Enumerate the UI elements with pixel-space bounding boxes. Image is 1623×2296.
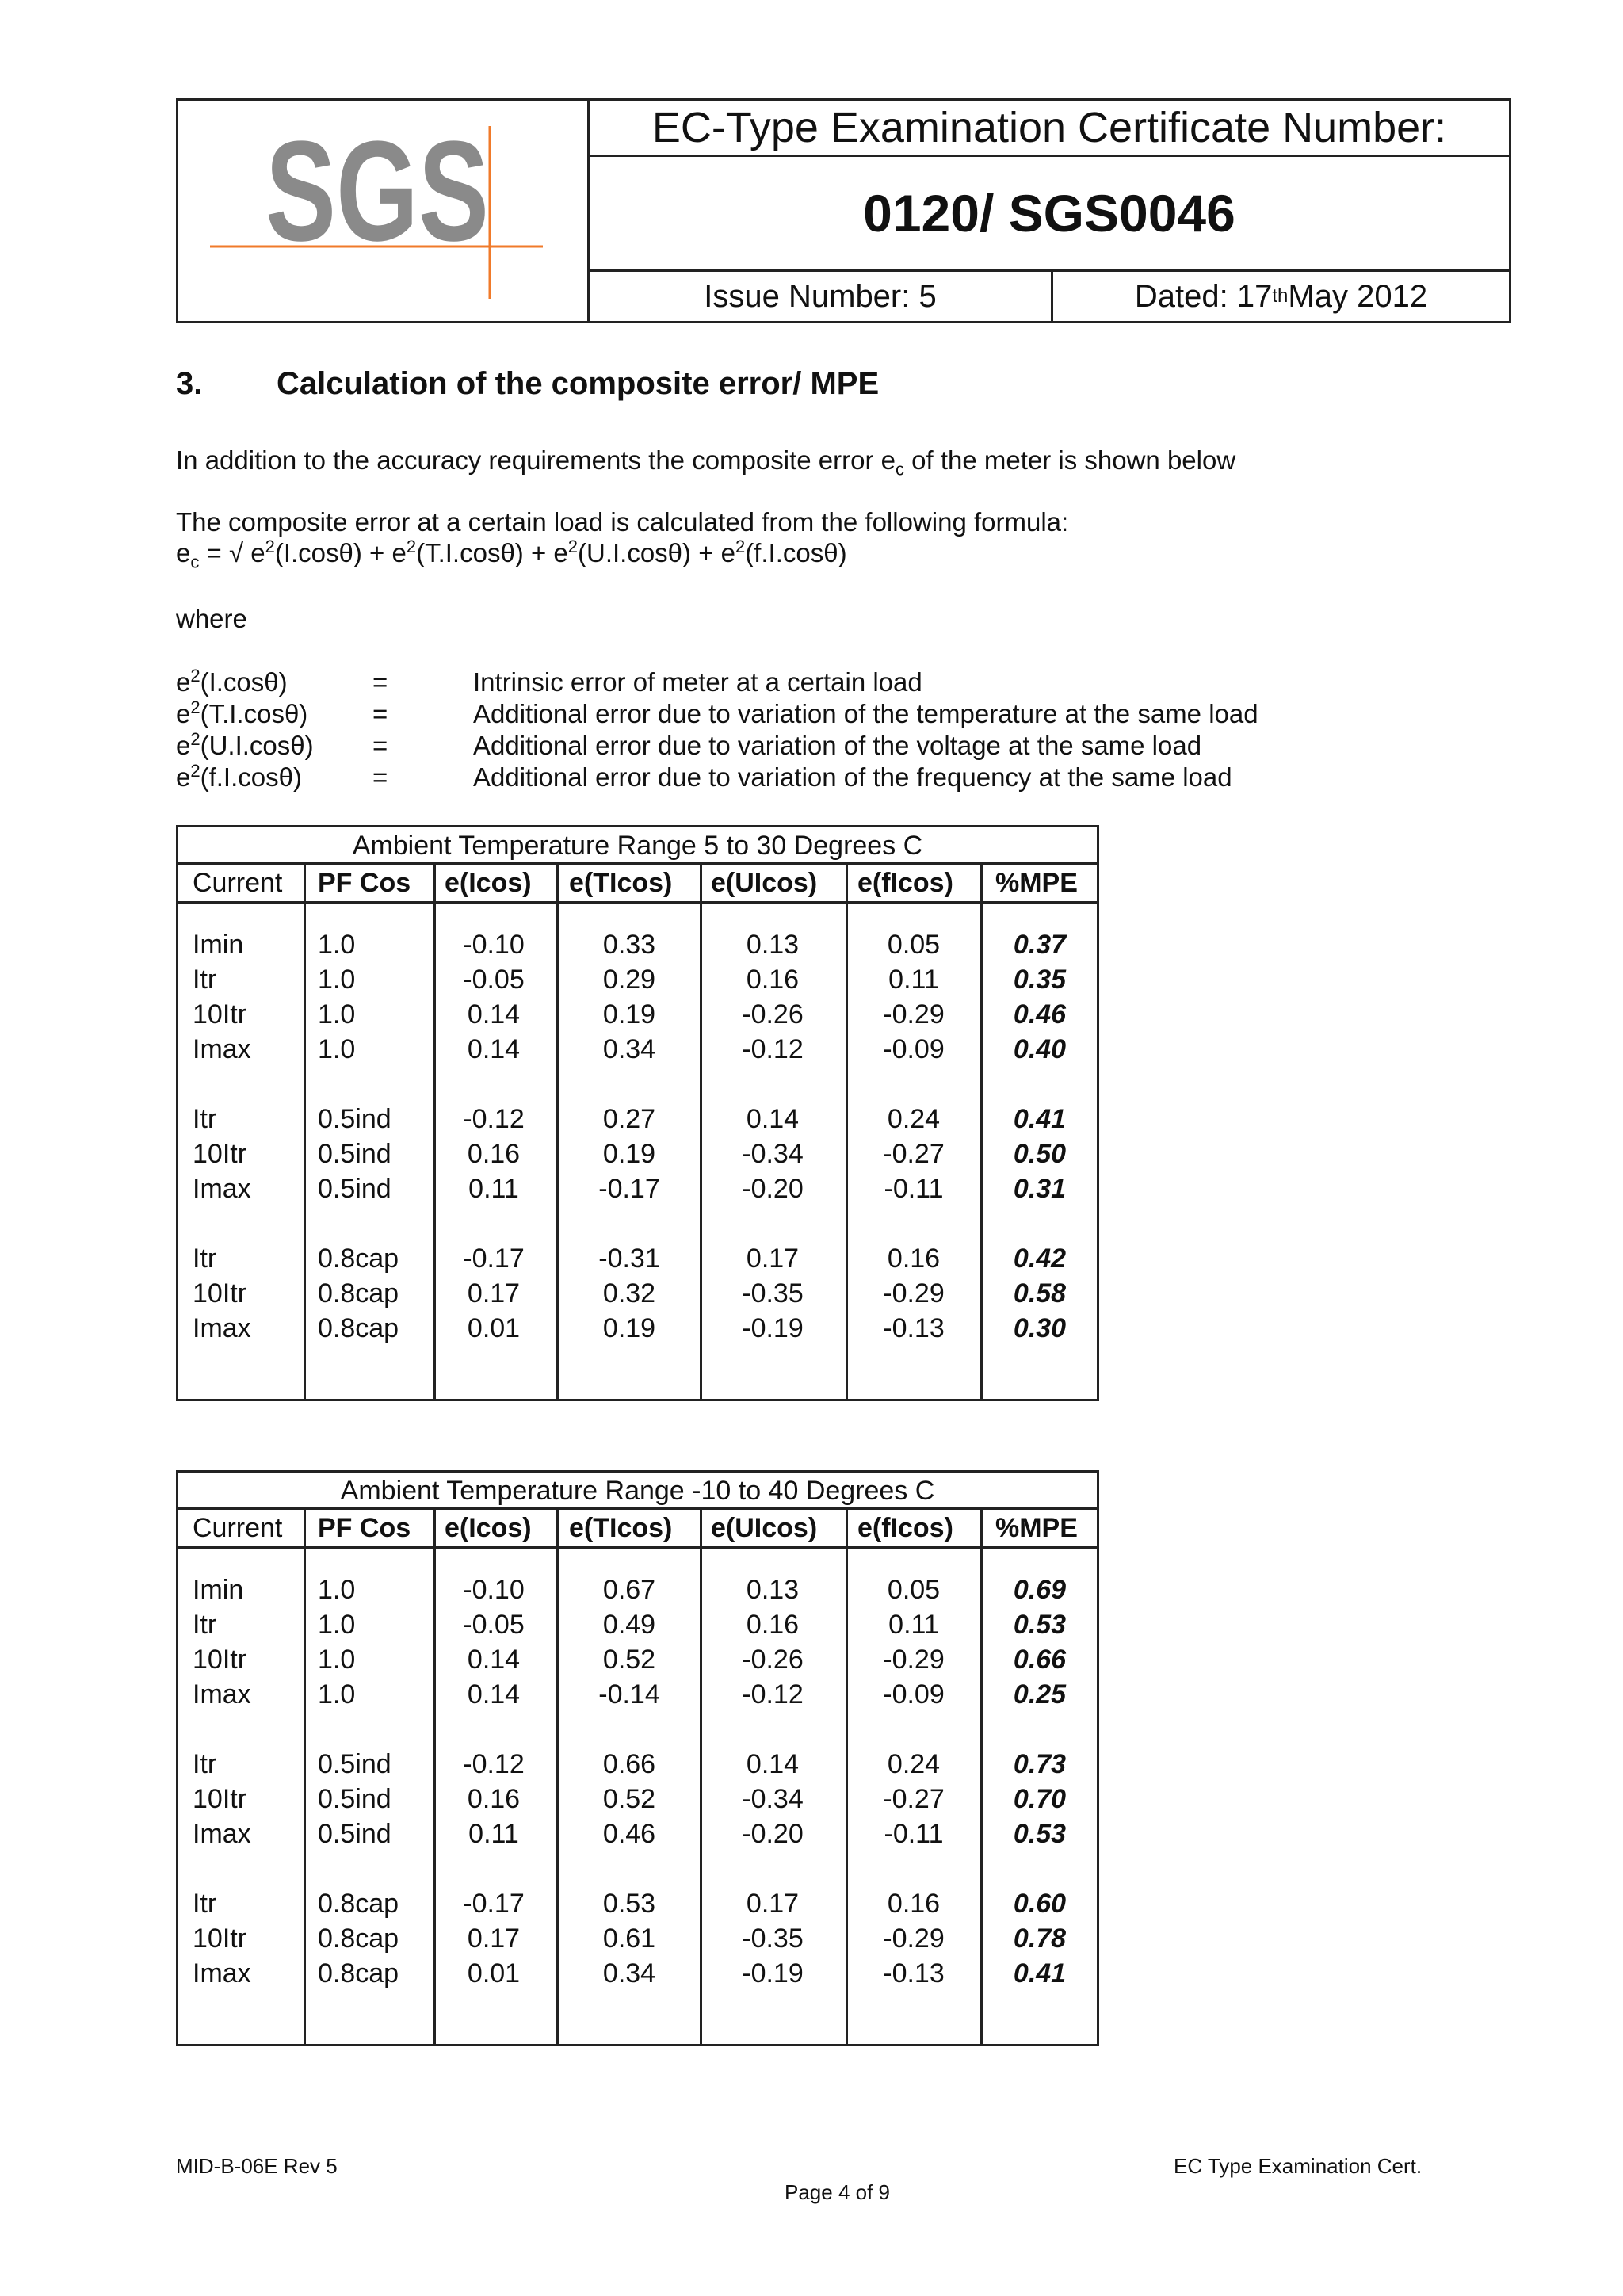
certificate-title: EC-Type Examination Certificate Number: <box>590 101 1509 157</box>
table-header-row <box>178 865 1097 904</box>
table-cell: -0.09 <box>883 1034 945 1064</box>
table-cell: 0.34 <box>602 1958 656 1988</box>
table-cell: 1.0 <box>318 1610 356 1640</box>
table-cell: -0.34 <box>742 1139 804 1169</box>
table-cell: Imax <box>193 1679 251 1710</box>
issue-number: Issue Number: 5 <box>590 272 1053 321</box>
table-cell: Itr <box>193 1104 217 1134</box>
issue-date: Dated: 17 th May 2012 <box>1134 278 1428 314</box>
table-cell: 0.52 <box>602 1784 656 1814</box>
table-cell: -0.12 <box>742 1034 804 1064</box>
table-cell: 0.53 <box>602 1889 656 1919</box>
table-cell: -0.27 <box>883 1139 945 1169</box>
table-title: Ambient Temperature Range -10 to 40 Degrees C <box>178 1473 1097 1510</box>
table-cell: 0.32 <box>602 1278 656 1308</box>
column-divider <box>304 865 306 1399</box>
table-cell: 1.0 <box>318 930 356 960</box>
table-cell: -0.29 <box>883 1645 945 1675</box>
column-header: e(Icos) <box>445 868 532 898</box>
column-divider <box>304 1510 306 2044</box>
column-header: %MPE <box>995 1513 1078 1543</box>
table-cell: 0.19 <box>602 1313 656 1343</box>
table-cell: 0.05 <box>887 930 941 960</box>
column-header: Current <box>193 868 283 898</box>
table-cell: 0.5ind <box>318 1174 391 1204</box>
table-cell: 0.01 <box>467 1313 521 1343</box>
table-cell: Itr <box>193 1889 217 1919</box>
table-cell: 0.24 <box>887 1749 941 1779</box>
table-cell: 0.16 <box>746 1610 800 1640</box>
table-cell: -0.05 <box>463 965 525 995</box>
table-cell: 0.13 <box>746 930 800 960</box>
table-cell: 0.13 <box>746 1575 800 1605</box>
table-cell: -0.27 <box>883 1784 945 1814</box>
column-divider <box>556 1510 559 2044</box>
table-cell: 0.8cap <box>318 1958 399 1988</box>
table-cell: 0.11 <box>888 965 939 995</box>
table-cell: 0.19 <box>602 1139 656 1169</box>
table-header-row <box>178 1510 1097 1549</box>
table-cell: Imin <box>193 1575 244 1605</box>
table-cell: -0.31 <box>598 1244 660 1274</box>
table-cell: 1.0 <box>318 1645 356 1675</box>
table-cell: 0.73 <box>1013 1749 1067 1779</box>
table-cell: Imax <box>193 1313 251 1343</box>
table-cell: -0.29 <box>883 1924 945 1954</box>
footer-cert-type: EC Type Examination Cert. <box>1174 2154 1423 2178</box>
table-cell: 0.49 <box>602 1610 656 1640</box>
table-cell: -0.26 <box>742 1645 804 1675</box>
table-cell: Itr <box>193 965 217 995</box>
table-cell: 0.37 <box>1013 930 1067 960</box>
table-cell: 0.27 <box>602 1104 656 1134</box>
definition-equals: = <box>372 699 388 728</box>
table-cell: 0.46 <box>602 1819 656 1849</box>
table-cell: 0.5ind <box>318 1784 391 1814</box>
column-header: e(TIcos) <box>569 1513 673 1543</box>
table-cell: -0.35 <box>742 1924 804 1954</box>
table-cell: 0.5ind <box>318 1819 391 1849</box>
definition-text: Intrinsic error of meter at a certain load <box>473 667 922 697</box>
table-cell: -0.19 <box>742 1958 804 1988</box>
mpe-table <box>176 825 1099 1401</box>
definition-equals: = <box>372 762 388 792</box>
column-divider <box>433 865 436 1399</box>
where-label: where <box>176 604 247 633</box>
table-cell: 0.01 <box>467 1958 521 1988</box>
table-cell: 0.66 <box>1013 1645 1067 1675</box>
table-cell: Imin <box>193 930 244 960</box>
svg-text:SGS: SGS <box>265 112 489 271</box>
table-cell: 0.8cap <box>318 1278 399 1308</box>
table-cell: -0.17 <box>463 1889 525 1919</box>
table-cell: 0.8cap <box>318 1889 399 1919</box>
table-cell: 1.0 <box>318 1679 356 1710</box>
definition-text: Additional error due to variation of the frequency at the same load <box>473 762 1232 792</box>
composite-error-formula: $e_c$ = √ $e^2(I.\cos\theta) + e^2(T.I.\cos\theta) + e^2(U.I.\cos\theta) + e^2(f.I.\cos\theta)$ <box>176 537 847 572</box>
table-cell: 0.14 <box>746 1749 800 1779</box>
table-cell: 0.30 <box>1013 1313 1067 1343</box>
table-cell: 10Itr <box>193 1139 247 1169</box>
table-title: Ambient Temperature Range 5 to 30 Degrees C <box>178 827 1097 865</box>
table-cell: 0.8cap <box>318 1244 399 1274</box>
table-cell: 0.19 <box>602 999 656 1030</box>
table-cell: 0.25 <box>1013 1679 1067 1710</box>
table-cell: 0.70 <box>1013 1784 1067 1814</box>
table-cell: 1.0 <box>318 1034 356 1064</box>
table-cell: 0.31 <box>1013 1174 1067 1204</box>
definition-equals: = <box>372 731 388 760</box>
column-divider <box>980 865 983 1399</box>
column-header: PF Cos <box>318 868 411 898</box>
table-cell: -0.29 <box>883 999 945 1030</box>
column-divider <box>433 1510 436 2044</box>
column-divider <box>700 1510 702 2044</box>
table-cell: 0.14 <box>467 1034 521 1064</box>
definition-equals: = <box>372 667 388 697</box>
definition-term: $e^2(I.\cos\theta)$ <box>176 666 288 697</box>
table-cell: 0.11 <box>888 1610 939 1640</box>
definition-term: $e^2(f.I.\cos\theta)$ <box>176 761 302 792</box>
intro-paragraph: In addition to the accuracy requirements the composite error $e_c$ of the meter is shown below <box>176 445 1236 479</box>
table-cell: 0.33 <box>602 930 656 960</box>
table-cell: 0.60 <box>1013 1889 1067 1919</box>
table-cell: 0.16 <box>887 1889 941 1919</box>
table-cell: -0.11 <box>884 1819 944 1849</box>
definition-term: $e^2(U.I.\cos\theta)$ <box>176 729 314 760</box>
sgs-logo-icon <box>178 101 582 321</box>
table-cell: -0.13 <box>883 1958 945 1988</box>
table-cell: 0.8cap <box>318 1313 399 1343</box>
table-cell: 0.16 <box>467 1139 521 1169</box>
table-cell: -0.35 <box>742 1278 804 1308</box>
table-cell: 0.14 <box>467 999 521 1030</box>
table-cell: 10Itr <box>193 1645 247 1675</box>
table-cell: 0.41 <box>1013 1104 1067 1134</box>
table-cell: 0.17 <box>467 1278 521 1308</box>
table-cell: -0.09 <box>883 1679 945 1710</box>
table-cell: 1.0 <box>318 999 356 1030</box>
table-cell: Imax <box>193 1958 251 1988</box>
column-divider <box>700 865 702 1399</box>
table-cell: Itr <box>193 1749 217 1779</box>
table-cell: 0.5ind <box>318 1749 391 1779</box>
table-cell: -0.26 <box>742 999 804 1030</box>
table-cell: 0.67 <box>602 1575 656 1605</box>
table-cell: 0.14 <box>467 1679 521 1710</box>
column-divider <box>980 1510 983 2044</box>
table-cell: 0.69 <box>1013 1575 1067 1605</box>
column-header: e(fIcos) <box>857 1513 953 1543</box>
column-header: e(TIcos) <box>569 868 673 898</box>
column-header: e(Icos) <box>445 1513 532 1543</box>
table-cell: 0.17 <box>746 1244 800 1274</box>
table-cell: 10Itr <box>193 1784 247 1814</box>
table-cell: 10Itr <box>193 1924 247 1954</box>
table-cell: 0.24 <box>887 1104 941 1134</box>
table-cell: 0.34 <box>602 1034 656 1064</box>
table-cell: 0.16 <box>467 1784 521 1814</box>
footer-doc-ref: MID-B-06E Rev 5 <box>176 2154 338 2178</box>
column-header: e(fIcos) <box>857 868 953 898</box>
table-cell: -0.10 <box>463 1575 525 1605</box>
table-cell: 0.16 <box>746 965 800 995</box>
table-cell: -0.12 <box>742 1679 804 1710</box>
table-cell: 0.8cap <box>318 1924 399 1954</box>
column-divider <box>556 865 559 1399</box>
column-divider <box>846 865 848 1399</box>
column-header: Current <box>193 1513 283 1543</box>
table-cell: -0.10 <box>463 930 525 960</box>
table-cell: Itr <box>193 1610 217 1640</box>
table-cell: 0.52 <box>602 1645 656 1675</box>
table-cell: 0.5ind <box>318 1104 391 1134</box>
table-cell: 0.66 <box>602 1749 656 1779</box>
table-cell: -0.19 <box>742 1313 804 1343</box>
section-number: 3. <box>176 366 203 401</box>
table-cell: 1.0 <box>318 965 356 995</box>
table-cell: 0.42 <box>1013 1244 1067 1274</box>
table-cell: -0.05 <box>463 1610 525 1640</box>
certificate-number: 0120/ SGS0046 <box>590 157 1509 272</box>
table-cell: 0.11 <box>468 1819 519 1849</box>
column-header: %MPE <box>995 868 1078 898</box>
table-cell: -0.14 <box>598 1679 660 1710</box>
mpe-table <box>176 1470 1099 2046</box>
sgs-logo <box>178 101 590 321</box>
table-cell: 10Itr <box>193 999 247 1030</box>
table-cell: -0.12 <box>463 1749 525 1779</box>
table-cell: Imax <box>193 1034 251 1064</box>
table-cell: 0.40 <box>1013 1034 1067 1064</box>
table-cell: 0.05 <box>887 1575 941 1605</box>
definition-text: Additional error due to variation of the voltage at the same load <box>473 731 1202 760</box>
table-cell: -0.17 <box>463 1244 525 1274</box>
table-cell: -0.29 <box>883 1278 945 1308</box>
table-cell: 0.46 <box>1013 999 1067 1030</box>
column-header: e(UIcos) <box>711 868 818 898</box>
table-cell: Imax <box>193 1819 251 1849</box>
table-cell: -0.34 <box>742 1784 804 1814</box>
table-cell: 0.17 <box>746 1889 800 1919</box>
section-title: Calculation of the composite error/ MPE <box>277 366 880 401</box>
table-cell: 0.41 <box>1013 1958 1067 1988</box>
table-cell: -0.20 <box>742 1174 804 1204</box>
table-cell: -0.11 <box>884 1174 944 1204</box>
table-cell: 0.50 <box>1013 1139 1067 1169</box>
definition-text: Additional error due to variation of the temperature at the same load <box>473 699 1258 728</box>
table-cell: 0.5ind <box>318 1139 391 1169</box>
table-cell: 0.16 <box>887 1244 941 1274</box>
table-cell: 1.0 <box>318 1575 356 1605</box>
table-cell: -0.13 <box>883 1313 945 1343</box>
table-cell: 0.14 <box>746 1104 800 1134</box>
table-cell: 0.29 <box>602 965 656 995</box>
table-cell: -0.12 <box>463 1104 525 1134</box>
table-cell: 0.61 <box>602 1924 656 1954</box>
table-cell: 0.53 <box>1013 1819 1067 1849</box>
table-cell: -0.17 <box>598 1174 660 1204</box>
table-cell: Itr <box>193 1244 217 1274</box>
table-cell: 0.78 <box>1013 1924 1067 1954</box>
column-divider <box>846 1510 848 2044</box>
table-cell: 0.35 <box>1013 965 1067 995</box>
certificate-header <box>176 98 1511 323</box>
definition-term: $e^2(T.I.\cos\theta)$ <box>176 697 308 728</box>
table-cell: 0.58 <box>1013 1278 1067 1308</box>
table-cell: -0.20 <box>742 1819 804 1849</box>
table-cell: 0.53 <box>1013 1610 1067 1640</box>
table-cell: 10Itr <box>193 1278 247 1308</box>
column-header: PF Cos <box>318 1513 411 1543</box>
formula-intro: The composite error at a certain load is calculated from the following formula: <box>176 507 1069 537</box>
column-header: e(UIcos) <box>711 1513 818 1543</box>
footer-page-number: Page 4 of 9 <box>785 2180 890 2204</box>
table-cell: 0.11 <box>468 1174 519 1204</box>
table-cell: 0.17 <box>467 1924 521 1954</box>
table-cell: Imax <box>193 1174 251 1204</box>
table-cell: 0.14 <box>467 1645 521 1675</box>
